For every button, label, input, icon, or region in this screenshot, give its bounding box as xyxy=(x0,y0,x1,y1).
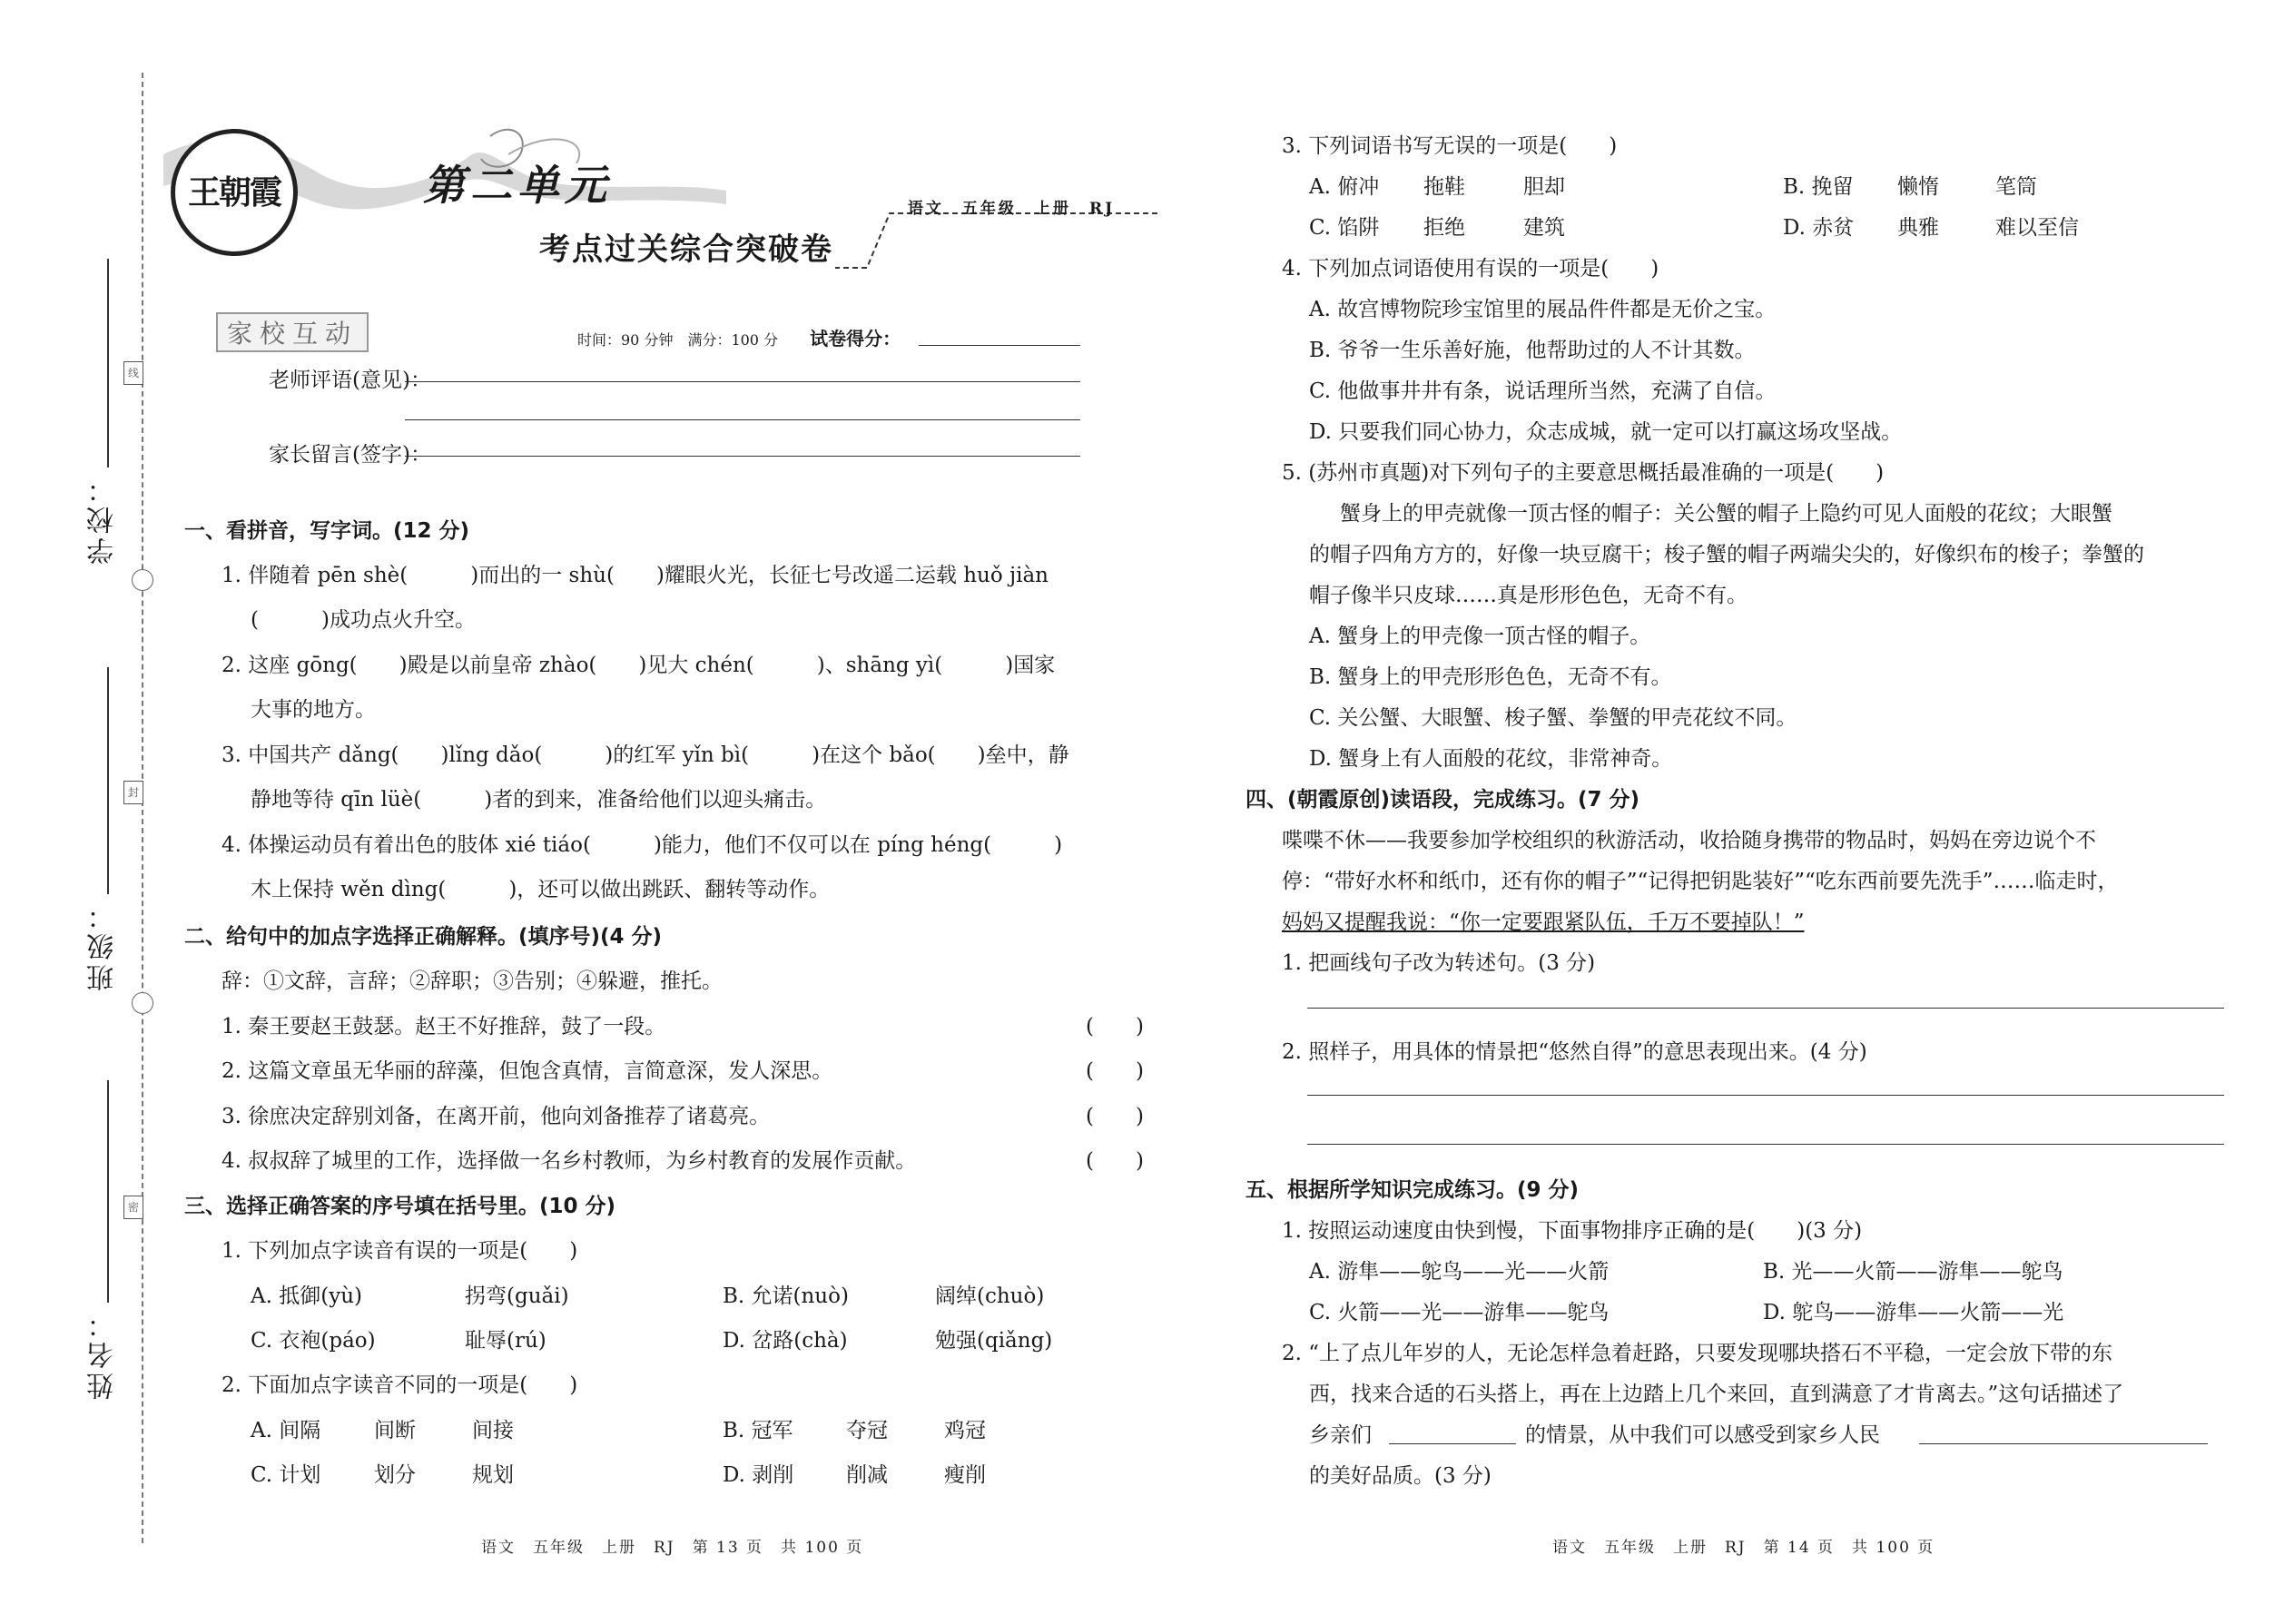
s2-q4-answer[interactable]: ( ) xyxy=(1086,1149,1144,1173)
s3-q2-d-word3: 瘦削 xyxy=(944,1463,986,1487)
s3-q1-option-b[interactable]: B. 允诺(nuò) xyxy=(723,1284,849,1308)
parent-comment-label: 家长留言(签字)： xyxy=(269,443,431,467)
q4-option-c[interactable]: C. 他做事井井有条，说话理所当然，充满了自信。 xyxy=(1309,379,1777,403)
s3-q2-c-word3: 规划 xyxy=(472,1463,514,1487)
school-line xyxy=(107,259,109,468)
s4-passage-1: 喋喋不休——我要参加学校组织的秋游活动，收拾随身携带的物品时，妈妈在旁边说个不 xyxy=(1282,829,2096,852)
q4: 4. 下列加点词语使用有误的一项是( ) xyxy=(1282,257,1659,281)
s5-q1: 1. 按照运动速度由快到慢，下面事物排序正确的是( )(3 分) xyxy=(1282,1219,1863,1243)
exam-subtitle: 考点过关综合突破卷 xyxy=(539,231,833,268)
s1-q3-line1: 3. 中国共产 dǎng( )lǐng dǎo( )的红军 yǐn bì( )在这个 bǎo( )垒中，静 xyxy=(222,743,1069,767)
time-score-info: 时间：90 分钟 满分：100 分 xyxy=(577,331,779,349)
s1-q4-line1: 4. 体操运动员有着出色的肢体 xié tiáo( )能力，他们不仅可以在 píng héng( ) xyxy=(222,833,1063,857)
brand-logo xyxy=(171,129,298,256)
s5-q2-line4: 的美好品质。(3 分) xyxy=(1309,1464,1492,1488)
unit-title: 第二单元 xyxy=(423,161,612,210)
q5-passage-1: 蟹身上的甲壳就像一顶古怪的帽子：关公蟹的帽子上隐约可见人面般的花纹；大眼蟹 xyxy=(1340,502,2112,526)
s4-q2-answer-line-1[interactable] xyxy=(1307,1095,2224,1096)
score-field[interactable] xyxy=(919,345,1080,346)
s3-q2-d-word2: 削减 xyxy=(846,1463,888,1487)
s4-underlined-sentence: 妈妈又提醒我说：“你一定要跟紧队伍，千万不要掉队！” xyxy=(1282,910,1805,934)
seal-box-mid: 封 xyxy=(123,781,143,804)
home-school-interaction-label: 家校互动 xyxy=(216,312,369,352)
s3-q2-b-word2: 夺冠 xyxy=(846,1419,888,1442)
s1-q3-line2: 静地等待 qīn lüè( )者的到来，准备给他们以迎头痛击。 xyxy=(251,788,827,812)
s5-q2-line1: 2. “上了点儿年岁的人，无论怎样急着赶路，只要发现哪块搭石不平稳，一定会放下带的东 xyxy=(1282,1342,2113,1365)
s3-q2-b-word3: 鸡冠 xyxy=(944,1419,986,1442)
teacher-comment-label: 老师评语(意见)： xyxy=(269,369,431,392)
s2-q3-answer[interactable]: ( ) xyxy=(1086,1105,1144,1128)
s3-q2-option-d[interactable]: D. 剥削 xyxy=(723,1463,794,1487)
q5-passage-2: 的帽子四角方方的，好像一块豆腐干；梭子蟹的帽子两端尖尖的，好像织布的梭子；拳蟹的 xyxy=(1309,543,2144,566)
section-1-title: 一、看拼音，写字词。(12 分) xyxy=(184,519,470,543)
q4-option-d[interactable]: D. 只要我们同心协力，众志成城，就一定可以打赢这场攻坚战。 xyxy=(1309,420,1903,444)
s2-q3: 3. 徐庶决定辞别刘备，在离开前，他向刘备推荐了诸葛亮。 xyxy=(222,1105,771,1128)
s5-q1-option-a[interactable]: A. 游隼——鸵鸟——光——火箭 xyxy=(1309,1260,1610,1284)
q5-option-a[interactable]: A. 蟹身上的甲壳像一顶古怪的帽子。 xyxy=(1309,625,1651,648)
name-line xyxy=(107,1080,109,1303)
section-3-title: 三、选择正确答案的序号填在括号里。(10 分) xyxy=(184,1195,616,1218)
q5: 5. (苏州市真题)对下列句子的主要意思概括最准确的一项是( ) xyxy=(1282,461,1885,485)
q5-option-b[interactable]: B. 蟹身上的甲壳形形色色，无奇不有。 xyxy=(1309,665,1672,689)
s5-q2-line2: 西，找来合适的石头搭上，再在上边踏上几个来回，直到满意了才肯离去。”这句话描述了 xyxy=(1309,1383,2124,1406)
q3-option-a[interactable]: A. 俯冲 xyxy=(1309,175,1380,199)
q3-option-c[interactable]: C. 馅阱 xyxy=(1309,216,1380,240)
right-page-footer: 语文 五年级 上册 RJ 第 14 页 共 100 页 xyxy=(1552,1539,1935,1557)
binding-hole-top xyxy=(132,569,153,591)
q3-b-word3: 笔筒 xyxy=(1995,175,2037,199)
s5-q2-blank-1[interactable] xyxy=(1389,1443,1516,1444)
s3-q1-option-c[interactable]: C. 衣袍(páo) xyxy=(251,1329,376,1353)
s4-passage-2: 停：“带好水杯和纸巾，还有你的帽子”“记得把钥匙装好”“吃东西前要先洗手”……临走时， xyxy=(1282,870,2119,893)
cut-line xyxy=(142,73,143,1543)
s3-q1-option-c2: 耻辱(rú) xyxy=(465,1329,546,1353)
q3-c-word2: 拒绝 xyxy=(1423,216,1465,240)
s4-q2: 2. 照样子，用具体的情景把“悠然自得”的意思表现出来。(4 分) xyxy=(1282,1040,1867,1064)
q3-option-d[interactable]: D. 赤贫 xyxy=(1783,216,1855,240)
s2-q4: 4. 叔叔辞了城里的工作，选择做一名乡村教师，为乡村教育的发展作贡献。 xyxy=(222,1149,917,1173)
q3-option-b[interactable]: B. 挽留 xyxy=(1783,175,1854,199)
q5-option-c[interactable]: C. 关公蟹、大眼蟹、梭子蟹、拳蟹的甲壳花纹不同。 xyxy=(1309,706,1797,730)
s3-q1-option-d[interactable]: D. 岔路(chà) xyxy=(723,1329,848,1353)
q5-passage-3: 帽子像半只皮球……真是形形色色，无奇不有。 xyxy=(1309,584,1748,607)
parent-comment-line[interactable] xyxy=(405,456,1080,457)
name-label: 姓名： xyxy=(87,1307,119,1400)
s1-q4-line2: 木上保持 wěn dìng( )，还可以做出跳跃、翻转等动作。 xyxy=(251,878,831,901)
q4-option-b[interactable]: B. 爷爷一生乐善好施，他帮助过的人不计其数。 xyxy=(1309,339,1756,362)
s3-q1-option-a[interactable]: A. 抵御(yù) xyxy=(251,1284,362,1308)
q3-d-word3: 难以至信 xyxy=(1995,216,2079,240)
binding-hole-bottom xyxy=(132,992,153,1014)
s3-q1-option-b2: 阔绰(chuò) xyxy=(935,1284,1045,1308)
q3: 3. 下列词语书写无误的一项是( ) xyxy=(1282,134,1618,158)
teacher-comment-line-2[interactable] xyxy=(405,419,1080,420)
teacher-comment-line-1[interactable] xyxy=(405,381,1080,382)
s5-q1-option-c[interactable]: C. 火箭——光——游隼——鸵鸟 xyxy=(1309,1301,1610,1324)
tagline: 语文 五年级 上册 RJ xyxy=(908,200,1116,218)
s5-q2-blank-2[interactable] xyxy=(1919,1443,2208,1444)
s2-definitions: 辞：①文辞，言辞；②辞职；③告别；④躲避，推托。 xyxy=(222,969,723,993)
s2-q1-answer[interactable]: ( ) xyxy=(1086,1015,1144,1038)
s4-q1-answer-line[interactable] xyxy=(1307,1008,2224,1009)
school-label: 学校： xyxy=(87,472,119,565)
s3-q2-option-c[interactable]: C. 计划 xyxy=(251,1463,321,1487)
q3-a-word3: 胆却 xyxy=(1523,175,1565,199)
s3-q2-c-word2: 划分 xyxy=(374,1463,416,1487)
s3-q1-option-d2: 勉强(qiǎng) xyxy=(935,1329,1053,1353)
s3-q1-option-a2: 拐弯(guǎi) xyxy=(465,1284,569,1308)
q3-d-word2: 典雅 xyxy=(1897,216,1939,240)
logo-text: 王朝霞 xyxy=(187,173,281,212)
q4-option-a[interactable]: A. 故宫博物院珍宝馆里的展品件件都是无价之宝。 xyxy=(1309,298,1777,321)
s5-q1-option-b[interactable]: B. 光——火箭——游隼——鸵鸟 xyxy=(1763,1260,2063,1284)
s3-q2-option-b[interactable]: B. 冠军 xyxy=(723,1419,793,1442)
s3-q2-a-word2: 间断 xyxy=(374,1419,416,1442)
class-line xyxy=(107,667,109,894)
s2-q2-answer[interactable]: ( ) xyxy=(1086,1059,1144,1083)
exam-meta xyxy=(577,324,901,350)
q3-c-word3: 建筑 xyxy=(1523,216,1565,240)
section-2-title: 二、给句中的加点字选择正确解释。(填序号)(4 分) xyxy=(184,925,663,949)
s2-q1: 1. 秦王要赵王鼓瑟。赵王不好推辞，鼓了一段。 xyxy=(222,1015,666,1038)
s1-q1-line1: 1. 伴随着 pēn shè( )而出的一 shù( )耀眼火光，长征七号改遥二运载 huǒ jiàn xyxy=(222,564,1049,587)
class-label: 班级： xyxy=(87,899,119,991)
s4-q1: 1. 把画线句子改为转述句。(3 分) xyxy=(1282,951,1596,975)
s3-q2-option-a[interactable]: A. 间隔 xyxy=(251,1419,321,1442)
left-page-footer: 语文 五年级 上册 RJ 第 13 页 共 100 页 xyxy=(481,1539,864,1557)
s1-q1-line2: ( )成功点火升空。 xyxy=(251,608,476,632)
s5-q2-line3a: 乡亲们 xyxy=(1309,1423,1372,1447)
q5-option-d[interactable]: D. 蟹身上有人面般的花纹，非常神奇。 xyxy=(1309,747,1673,771)
q3-a-word2: 拖鞋 xyxy=(1423,175,1465,199)
s3-q1: 1. 下列加点字读音有误的一项是( ) xyxy=(222,1239,578,1263)
section-5-title: 五、根据所学知识完成练习。(9 分) xyxy=(1245,1178,1580,1202)
s1-q2-line2: 大事的地方。 xyxy=(251,698,376,722)
section-4-title: 四、(朝霞原创)读语段，完成练习。(7 分) xyxy=(1245,788,1640,812)
s4-q2-answer-line-2[interactable] xyxy=(1307,1144,2224,1145)
score-label: 试卷得分： xyxy=(810,328,901,349)
s3-q2-a-word3: 间接 xyxy=(472,1419,514,1442)
s5-q2-line3b: 的情景，从中我们可以感受到家乡人民 xyxy=(1525,1423,1880,1447)
s5-q1-option-d[interactable]: D. 鸵鸟——游隼——火箭——光 xyxy=(1763,1301,2064,1324)
seal-box-top: 线 xyxy=(123,361,143,385)
seal-box-bot: 密 xyxy=(123,1196,143,1219)
s3-q2: 2. 下面加点字读音不同的一项是( ) xyxy=(222,1373,578,1397)
s2-q2: 2. 这篇文章虽无华丽的辞藻，但饱含真情，言简意深，发人深思。 xyxy=(222,1059,833,1083)
q3-b-word2: 懒惰 xyxy=(1897,175,1939,199)
right-page xyxy=(1171,0,2294,1624)
s1-q2-line1: 2. 这座 gōng( )殿是以前皇帝 zhào( )见大 chén( )、shāng yì( )国家 xyxy=(222,654,1056,677)
